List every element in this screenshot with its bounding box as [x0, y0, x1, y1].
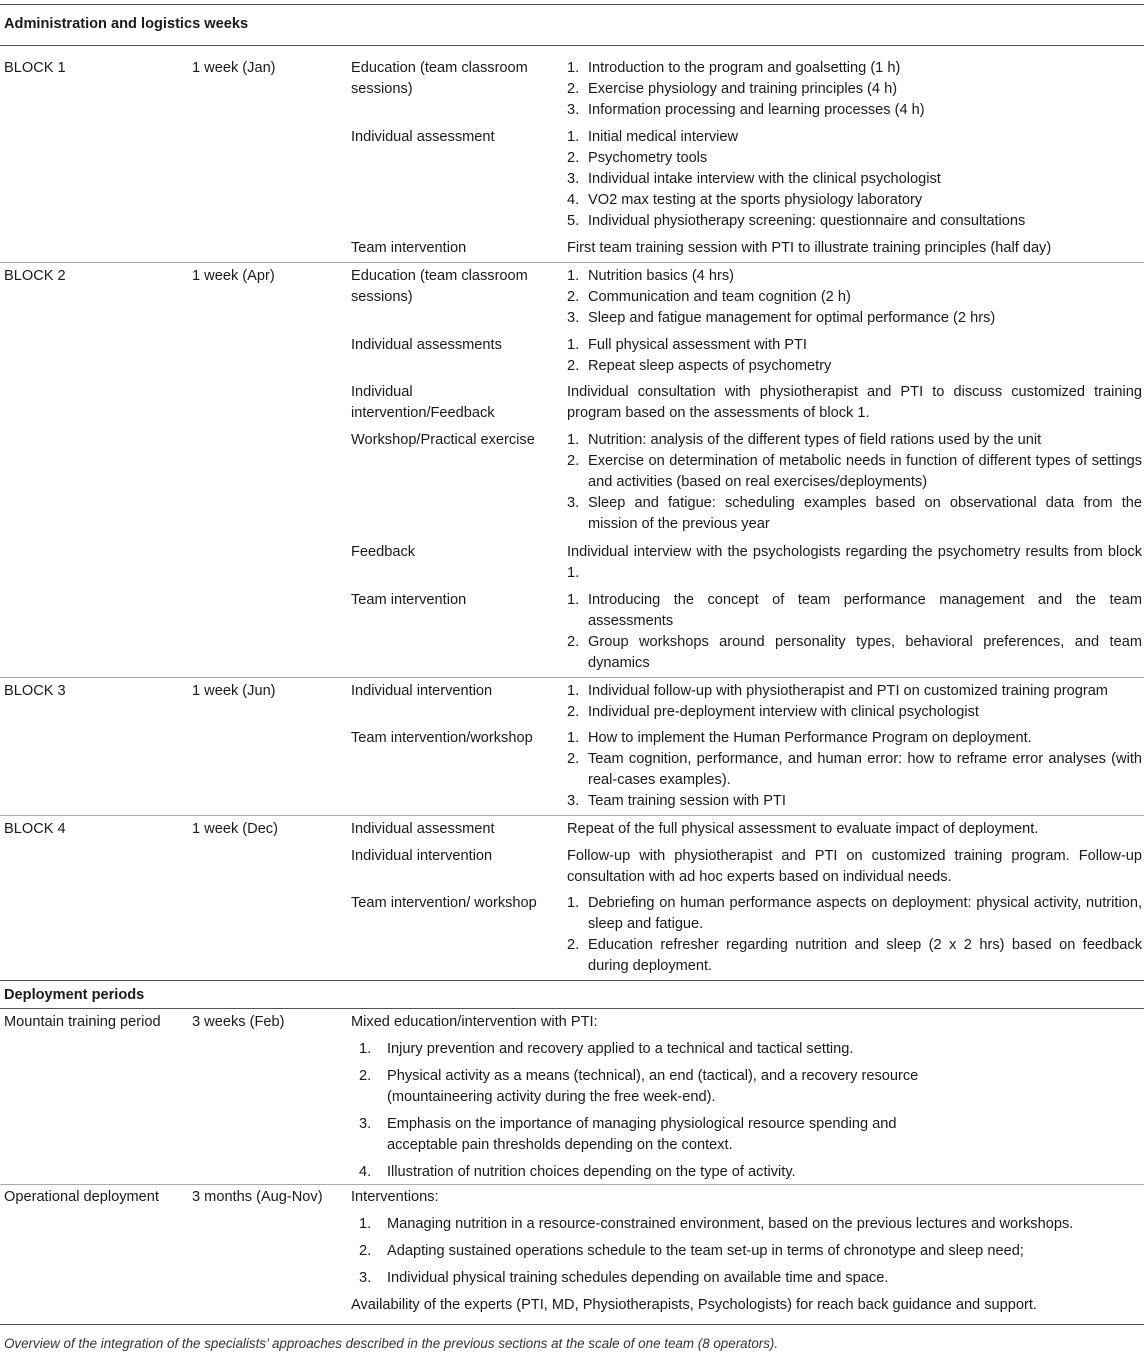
block-divider [0, 815, 1144, 816]
category-label: Individual assessment [351, 129, 495, 145]
list-item: 2. Exercise on determination of metabolic needs in function of different types of settings and activities (based on real exercises/deployments) [567, 453, 1142, 490]
list-item: 4. VO2 max testing at the sports physiology laboratory [567, 192, 923, 208]
activity-text: Individual consultation with physiotherapist and PTI to discuss customized training program based on the assessments of block 1. [567, 384, 1142, 421]
activity-list [351, 1214, 1141, 1289]
activity-list [567, 728, 1142, 812]
list-item: 2. Communication and team cognition (2 h) [567, 289, 851, 305]
list-item: 1. Debriefing on human performance aspects on deployment: physical activity, nutrition, sleep and fatigue. [567, 895, 1142, 932]
block-name: BLOCK 1 [4, 60, 66, 76]
period-duration: 3 weeks (Feb) [192, 1014, 285, 1030]
list-item: 2. Group workshops around personality types, behavioral preferences, and team dynamics [567, 634, 1142, 671]
category-label: Individual intervention [351, 683, 493, 699]
category-label: Education (team classroom sessions) [351, 268, 528, 305]
category-label: Team intervention [351, 592, 467, 608]
list-item: 3. Sleep and fatigue management for optimal performance (2 hrs) [567, 310, 996, 326]
list-item: 1. Introduction to the program and goalsetting (1 h) [567, 60, 901, 76]
list-item: 2. Individual pre-deployment interview with clinical psychologist [567, 704, 979, 720]
activity-list [567, 335, 1142, 377]
activity-list [567, 266, 1142, 329]
category-label: Team intervention/workshop [351, 730, 533, 746]
period-intro: Interventions: [351, 1189, 439, 1205]
list-item: 2. Exercise physiology and training principles (4 h) [567, 81, 898, 97]
activity-list [567, 430, 1142, 535]
list-item: 5. Individual physiotherapy screening: questionnaire and consultations [567, 213, 1026, 229]
category-label: Individual intervention [351, 848, 493, 864]
list-item: 3. Sleep and fatigue: scheduling examples based on observational data from the mission of the previous year [567, 495, 1142, 532]
activity-list [351, 1039, 1141, 1183]
list-item: 1. Initial medical interview [567, 129, 739, 145]
list-item: 3. Team training session with PTI [567, 793, 786, 809]
table-top-rule [0, 4, 1144, 5]
activity-list [567, 127, 1142, 232]
section-rule [0, 980, 1144, 981]
period-name: Mountain training period [4, 1014, 161, 1030]
section-heading-deployment: Deployment periods [4, 987, 145, 1003]
list-item: 2. Education refresher regarding nutrition and sleep (2 x 2 hrs) based on feedback during deployment. [567, 937, 1142, 974]
period-details [351, 1012, 1141, 1189]
block-divider [0, 677, 1144, 678]
list-item: 1. Individual follow-up with physiotherapist and PTI on customized training program [567, 683, 1108, 699]
list-item: 1. Full physical assessment with PTI [567, 337, 807, 353]
list-item: 1. Managing nutrition in a resource-constrained environment, based on the previous lectures and workshops. [359, 1216, 1074, 1232]
activity-text: Repeat of the full physical assessment to evaluate impact of deployment. [567, 821, 1039, 837]
section-heading-admin: Administration and logistics weeks [4, 16, 249, 32]
list-item: 1. Injury prevention and recovery applied to a technical and tactical setting. [359, 1041, 854, 1057]
category-label: Individual assessments [351, 337, 502, 353]
period-details [351, 1187, 1141, 1316]
list-item: 1. Introducing the concept of team performance management and the team assessments [567, 592, 1142, 629]
list-item: 2. Physical activity as a means (technical), an end (tactical), and a recovery resource (mountaineering activity during the free week-end). [359, 1068, 919, 1105]
block-duration: 1 week (Jun) [192, 683, 276, 699]
list-item: 2. Adapting sustained operations schedule to the team set-up in terms of chronotype and sleep need; [359, 1243, 1024, 1259]
block-duration: 1 week (Dec) [192, 821, 278, 837]
block-divider [0, 262, 1144, 263]
activity-list [567, 58, 1142, 121]
period-name: Operational deployment [4, 1189, 159, 1205]
period-duration: 3 months (Aug-Nov) [192, 1189, 323, 1205]
activity-list [567, 893, 1142, 977]
block-duration: 1 week (Apr) [192, 268, 275, 284]
category-label: Education (team classroom sessions) [351, 60, 528, 97]
list-item: 3. Individual physical training schedules depending on available time and space. [359, 1270, 889, 1286]
block-name: BLOCK 3 [4, 683, 66, 699]
table-caption: Overview of the integration of the specialists’ approaches described in the previous sections at the scale of one team (8 operators). [4, 1336, 779, 1351]
section-rule [0, 45, 1144, 46]
category-label: Workshop/Practical exercise [351, 432, 535, 448]
period-divider [0, 1184, 1144, 1185]
category-label: Individual assessment [351, 821, 495, 837]
category-label: Team intervention [351, 240, 467, 256]
period-intro: Mixed education/intervention with PTI: [351, 1014, 598, 1030]
activity-text: First team training session with PTI to illustrate training principles (half day) [567, 240, 1052, 256]
block-duration: 1 week (Jan) [192, 60, 276, 76]
table-bottom-rule [0, 1324, 1144, 1325]
list-item: 1. How to implement the Human Performance Program on deployment. [567, 730, 1032, 746]
category-label: Individual intervention/Feedback [351, 384, 495, 421]
list-item: 1. Nutrition basics (4 hrs) [567, 268, 734, 284]
period-outro: Availability of the experts (PTI, MD, Physiotherapists, Psychologists) for reach back guidance and support. [351, 1297, 1037, 1313]
activity-list [567, 590, 1142, 674]
list-item: 2. Team cognition, performance, and human error: how to reframe error analyses (with real-cases examples). [567, 751, 1142, 788]
category-label: Feedback [351, 544, 416, 560]
activity-text: Follow-up with physiotherapist and PTI on customized training program. Follow-up consultation with ad hoc experts based on individual needs. [567, 848, 1142, 885]
block-name: BLOCK 4 [4, 821, 66, 837]
activity-text: Individual interview with the psychologists regarding the psychometry results from block 1. [567, 544, 1142, 581]
list-item: 3. Individual intake interview with the clinical psychologist [567, 171, 941, 187]
activity-list [567, 681, 1142, 723]
list-item: 2. Psychometry tools [567, 150, 708, 166]
list-item: 3. Emphasis on the importance of managing physiological resource spending and acceptable pain thresholds depending on the context. [359, 1116, 897, 1153]
block-name: BLOCK 2 [4, 268, 66, 284]
list-item: 3. Information processing and learning processes (4 h) [567, 102, 925, 118]
list-item: 4. Illustration of nutrition choices depending on the type of activity. [359, 1164, 796, 1180]
category-label: Team intervention/ workshop [351, 895, 537, 911]
list-item: 1. Nutrition: analysis of the different types of field rations used by the unit [567, 432, 1042, 448]
section-rule [0, 1008, 1144, 1009]
list-item: 2. Repeat sleep aspects of psychometry [567, 358, 832, 374]
